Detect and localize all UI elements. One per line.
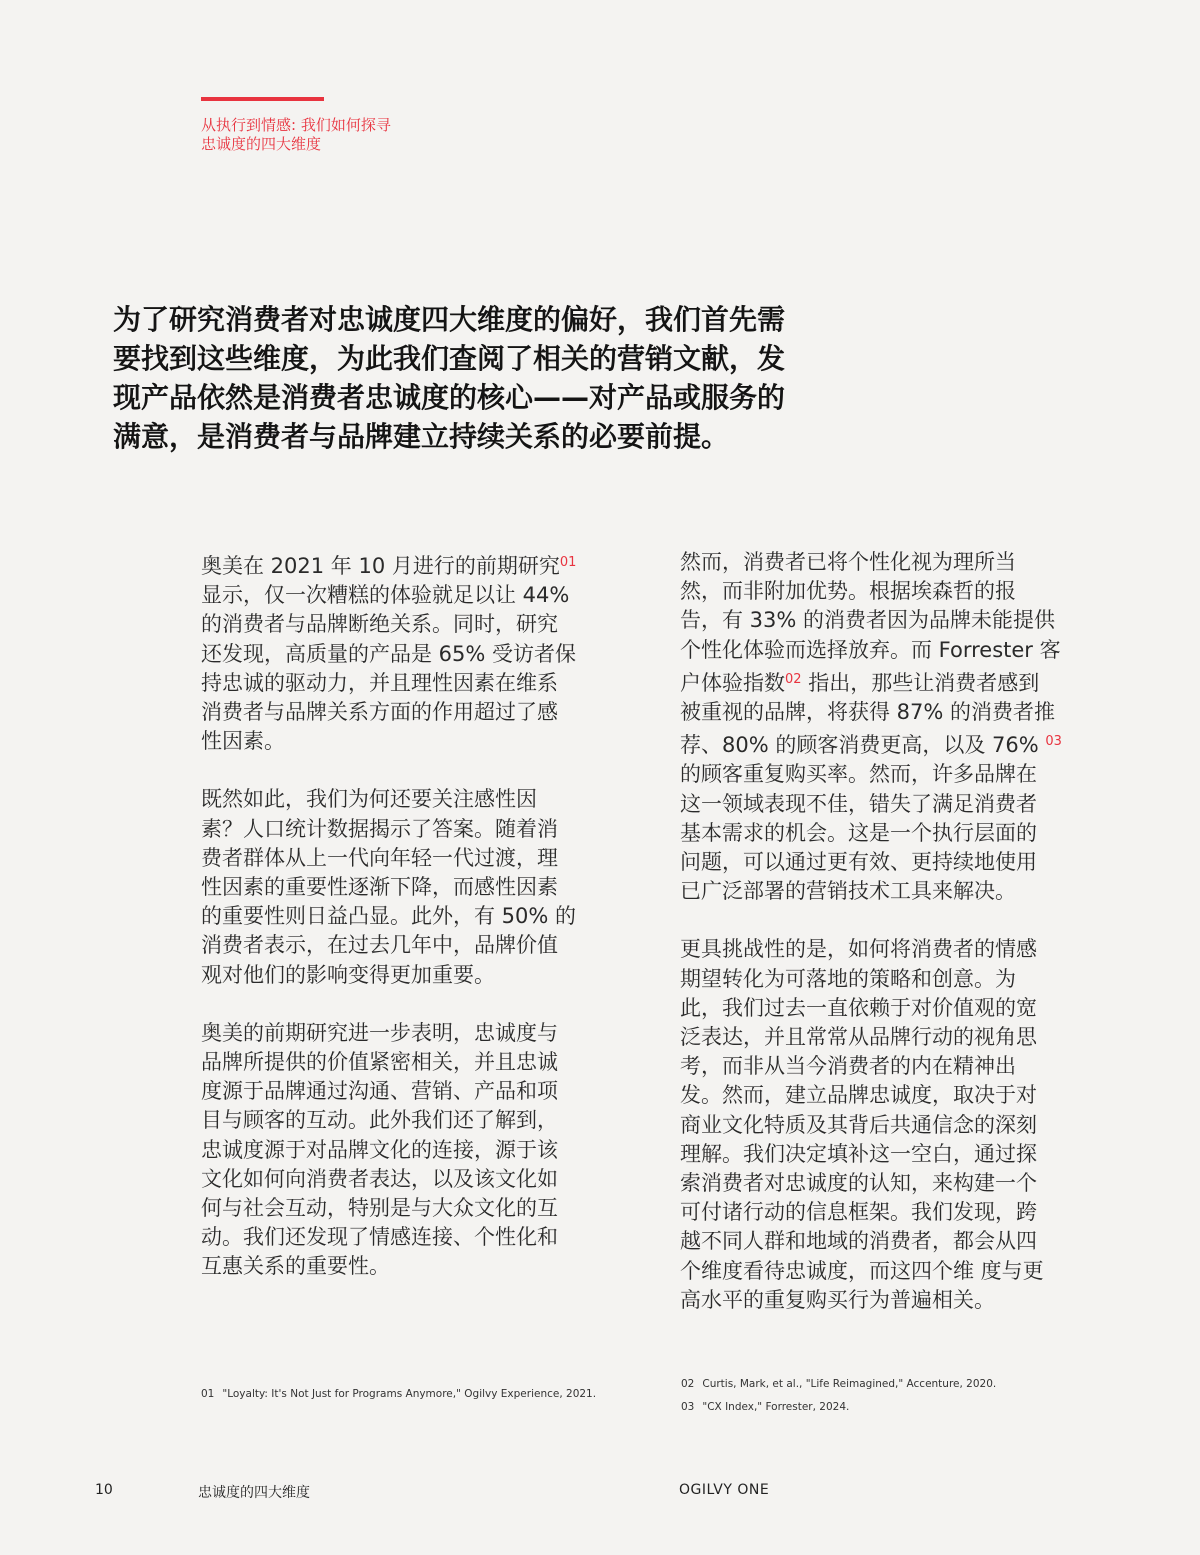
text-line: 告，有 33% 的消费者因为品牌未能提供 (680, 608, 1056, 633)
text-line: 忠诚度源于对品牌文化的连接，源于该 (201, 1137, 558, 1162)
text-fragment: 指出，那些让消费者感到 (801, 670, 1040, 695)
text-line: 基本需求的机会。这是一个执行层面的 (680, 820, 1037, 845)
text-line: 持忠诚的驱动力，并且理性因素在维系 (201, 670, 558, 695)
footnote-03 (681, 1396, 996, 1419)
headline-line: 要找到这些维度，为此我们查阅了相关的营销文献，发 (113, 342, 786, 375)
text-line: 文化如何向消费者表达，以及该文化如 (201, 1166, 558, 1191)
footnotes-left (201, 1383, 596, 1406)
text-line: 的消费者与品牌断绝关系。同时，研究 (201, 612, 558, 637)
footnote-number: 02 (681, 1378, 695, 1390)
text-line: 品牌所提供的价值紧密相关，并且忠诚 (201, 1050, 558, 1075)
text-line: 还发现，高质量的产品是 65% 受访者保 (201, 641, 577, 666)
text-line: 个性化体验而选择放弃。而 Forrester 客 (680, 637, 1061, 662)
text-line: 何与社会互动，特别是与大众文化的互 (201, 1196, 558, 1221)
footnote-01 (201, 1383, 596, 1406)
text-line: 期望转化为可落地的策略和创意。为 (680, 966, 1016, 991)
text-line: 素？人口统计数据揭示了答案。随着消 (201, 816, 558, 841)
text-line: 既然如此，我们为何还要关注感性因 (201, 787, 537, 812)
text-fragment: 荐、80% 的顾客消费更高，以及 76% (680, 733, 1046, 758)
text-line: 问题，可以通过更有效、更持续地使用 (680, 850, 1037, 875)
footnote-text: Curtis, Mark, et al., "Life Reimagined," Accenture, 2020. (702, 1378, 997, 1390)
text-line: 这一领域表现不佳，错失了满足消费者 (680, 791, 1037, 816)
right-column (680, 548, 1105, 1344)
text-line (201, 548, 626, 581)
text-line (680, 727, 1105, 760)
text-line: 发。然而，建立品牌忠诚度，取决于对 (680, 1083, 1037, 1108)
text-line: 费者群体从上一代向年轻一代过渡，理 (201, 845, 558, 870)
text-line: 的重要性则日益凸显。此外，有 50% 的 (201, 904, 577, 929)
text-fragment: 户体验指数 (680, 670, 785, 695)
text-line: 个维度看待忠诚度，而这四个维 度与更 (680, 1258, 1044, 1283)
left-paragraph-1 (201, 548, 626, 756)
headline-line: 满意，是消费者与品牌建立持续关系的必要前提。 (113, 420, 730, 453)
headline-line: 现产品依然是消费者忠诚度的核心——对产品或服务的 (113, 381, 786, 414)
text-line: 的顾客重复购买率。然而，许多品牌在 (680, 762, 1037, 787)
footnote-number: 03 (681, 1401, 695, 1413)
text-line: 消费者与品牌关系方面的作用超过了感 (201, 700, 558, 725)
text-line: 动。我们还发现了情感连接、个性化和 (201, 1225, 558, 1250)
text-line: 越不同人群和地域的消费者，都会从四 (680, 1229, 1037, 1254)
page-number: 10 (95, 1482, 113, 1498)
footnote-ref-02[interactable]: 02 (785, 671, 802, 687)
text-line: 已广泛部署的营销技术工具来解决。 (680, 879, 1016, 904)
section-label (201, 116, 461, 154)
text-line: 性因素的重要性逐渐下降，而感性因素 (201, 875, 558, 900)
headline-line: 为了研究消费者对忠诚度四大维度的偏好，我们首先需 (113, 303, 786, 336)
text-line: 度源于品牌通过沟通、营销、产品和项 (201, 1079, 558, 1104)
text-line: 商业文化特质及其背后共通信念的深刻 (680, 1112, 1037, 1137)
accent-rule (201, 97, 324, 101)
text-line: 奥美的前期研究进一步表明，忠诚度与 (201, 1020, 558, 1045)
footnote-text: "Loyalty: It's Not Just for Programs Anymore," Ogilvy Experience, 2021. (222, 1388, 597, 1400)
text-line: 此，我们过去一直依赖于对价值观的宽 (680, 995, 1037, 1020)
left-paragraph-3 (201, 1019, 626, 1282)
section-label-line: 从执行到情感: 我们如何探寻 (201, 116, 391, 134)
text-line: 更具挑战性的是，如何将消费者的情感 (680, 937, 1037, 962)
text-line: 被重视的品牌，将获得 87% 的消费者推 (680, 700, 1056, 725)
text-line (680, 665, 1105, 698)
text-line: 消费者表示，在过去几年中，品牌价值 (201, 933, 558, 958)
section-label-line: 忠诚度的四大维度 (201, 135, 322, 153)
text-line: 显示，仅一次糟糕的体验就足以让 44% (201, 583, 570, 608)
text-line: 目与顾客的互动。此外我们还了解到， (201, 1108, 558, 1133)
text-line: 性因素。 (201, 729, 285, 754)
right-paragraph-2 (680, 935, 1105, 1315)
footer-title: 忠诚度的四大维度 (198, 1485, 310, 1501)
brand-name: OGILVY ONE (679, 1482, 770, 1498)
footnote-02 (681, 1373, 996, 1396)
footnote-ref-01[interactable]: 01 (559, 555, 577, 570)
text-line: 泛表达，并且常常从品牌行动的视角思 (680, 1025, 1037, 1050)
text-line: 然而，消费者已将个性化视为理所当 (680, 550, 1016, 574)
text-fragment: 奥美在 2021 年 10 月进行的前期研究 (201, 554, 560, 578)
right-paragraph-1 (680, 548, 1105, 906)
text-line: 互惠关系的重要性。 (201, 1254, 390, 1279)
text-line: 观对他们的影响变得更加重要。 (201, 962, 495, 987)
footnote-text: "CX Index," Forrester, 2024. (702, 1401, 850, 1413)
footnote-ref-03[interactable]: 03 (1045, 734, 1062, 750)
footnotes-right (681, 1373, 996, 1419)
left-column (201, 548, 626, 1311)
headline (113, 300, 873, 456)
text-line: 高水平的重复购买行为普遍相关。 (680, 1287, 995, 1312)
left-paragraph-2 (201, 785, 626, 989)
footnote-number: 01 (201, 1388, 215, 1400)
text-line: 考，而非从当今消费者的内在精神出 (680, 1054, 1016, 1079)
text-line: 然，而非附加优势。根据埃森哲的报 (680, 579, 1016, 604)
text-line: 可付诸行动的信息框架。我们发现，跨 (680, 1200, 1037, 1225)
text-line: 索消费者对忠诚度的认知，来构建一个 (680, 1171, 1037, 1196)
text-line: 理解。我们决定填补这一空白，通过探 (680, 1141, 1037, 1166)
